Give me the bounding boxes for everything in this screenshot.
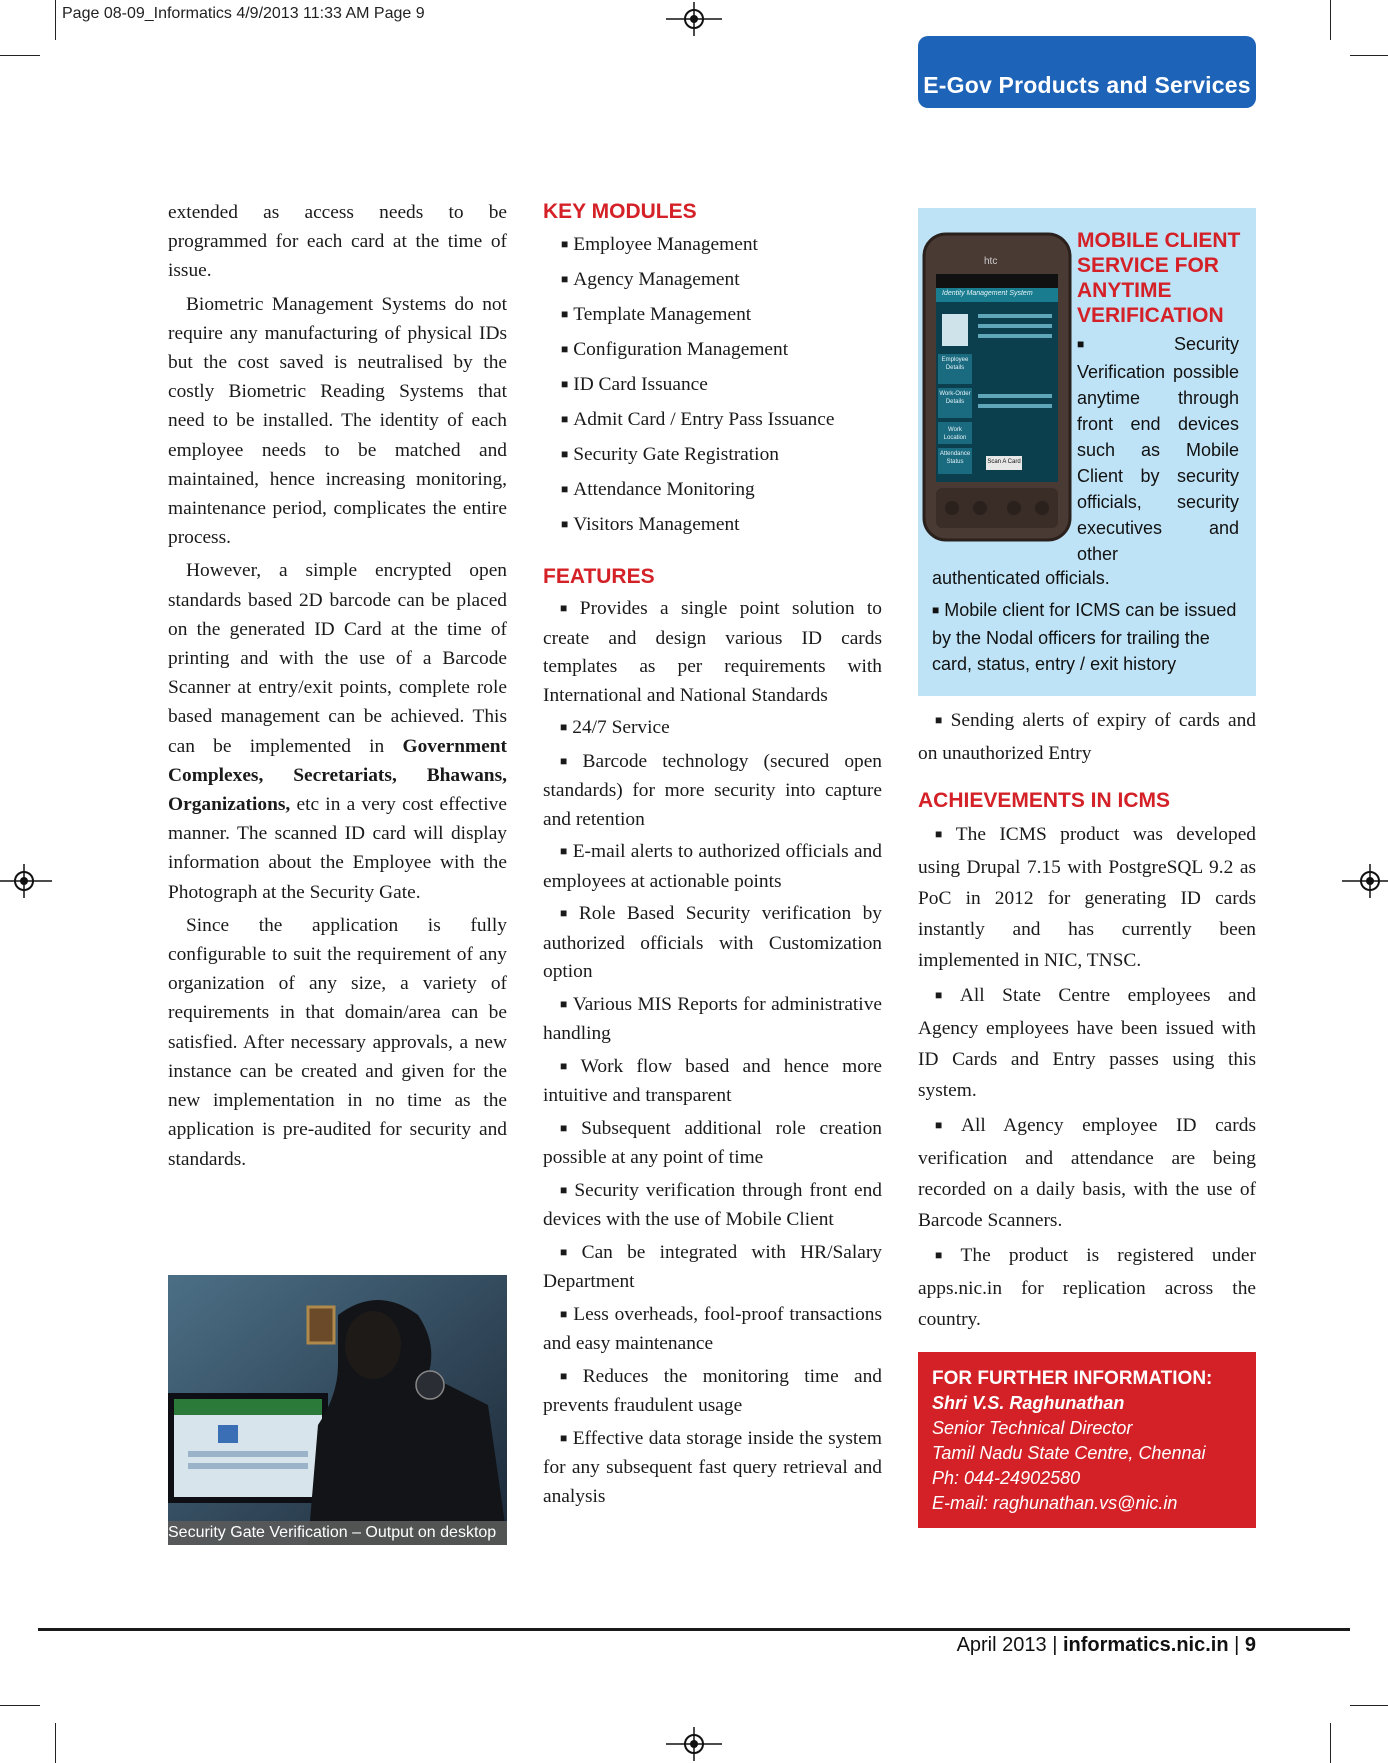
bullet-text: ■ Mobile client for ICMS can be issued by the Nodal officers for trailing the card, status, entry / exit history [932, 600, 1236, 674]
contact-designation: Senior Technical Director [932, 1418, 1133, 1438]
list-item: ■ Reduces the monitoring time and prevents fraudulent usage [543, 1363, 882, 1421]
phone-scan-button: Scan A Card [987, 459, 1021, 465]
section-tab [918, 36, 1256, 108]
list-item: ■ Security verification through front end devices with the use of Mobile Client [543, 1177, 882, 1235]
phone-illustration [922, 232, 1072, 544]
paragraph [168, 556, 507, 906]
list-item: ■ Less overheads, fool-proof transactions and easy maintenance [543, 1301, 882, 1359]
achievements-heading: ACHIEVEMENTS IN ICMS [918, 789, 1171, 812]
mobile-client-item [1077, 331, 1239, 567]
list-item: ■ Visitors Management [543, 508, 882, 543]
list-item: ■ Employee Management [543, 228, 882, 263]
crop-mark [0, 55, 40, 56]
list-item: ■ Agency Management [543, 263, 882, 298]
mobile-client-heading: MOBILE CLIENT SERVICE FOR ANYTIME VERIFICATION [1077, 229, 1241, 327]
list-item: ■ 24/7 Service [543, 714, 882, 744]
phone-menu-item: Work Location [943, 427, 967, 441]
footer-rule [38, 1628, 1350, 1631]
photo-illustration [168, 1275, 507, 1545]
contact-organization: Tamil Nadu State Centre, Chennai [932, 1443, 1206, 1463]
list-item: ■ Configuration Management [543, 333, 882, 368]
features-list [543, 595, 882, 1511]
crop-mark [55, 1723, 56, 1763]
list-item: ■ Attendance Monitoring [543, 473, 882, 508]
phone-app-title: Identity Management System [942, 290, 1033, 297]
key-modules-list [543, 228, 882, 543]
mobile-client-item-continued: authenticated officials. [932, 568, 1110, 588]
list-item: ■ All Agency employee ID cards verification and attendance are being recorded on a daily basis, with the use of Barcode Scanners. [918, 1110, 1256, 1236]
phone-menu-item: Attendance Status [939, 451, 971, 465]
article-column-1 [168, 198, 507, 1174]
contact-email: E-mail: raghunathan.vs@nic.in [932, 1493, 1178, 1513]
paragraph-text: etc in a very cost effective manner. The scanned ID card will display information about the Employee with the Photograph at the Security Gate. [168, 794, 507, 903]
section-tab-label: E-Gov Products and Services [923, 72, 1251, 98]
footer-separator: | [1052, 1634, 1058, 1656]
list-item: ■ All State Centre employees and Agency employees have been issued with ID Cards and Entry passes using this system. [918, 980, 1256, 1106]
footer-site: informatics.nic.in [1062, 1634, 1229, 1656]
article-column-2 [543, 198, 882, 1511]
paragraph-bold-text: Government Complexes, Secretariats, Bhawans, Organizations, [168, 735, 507, 816]
crop-mark [1350, 1705, 1388, 1706]
list-item: ■ Work flow based and hence more intuitive and transparent [543, 1053, 882, 1111]
crop-mark [1330, 1723, 1331, 1763]
registration-mark-icon [0, 864, 52, 898]
footer-separator: | [1234, 1634, 1240, 1656]
photo-caption: Security Gate Verification – Output on desktop [168, 1521, 507, 1545]
registration-mark-icon [666, 2, 722, 36]
mobile-client-item [932, 597, 1242, 677]
list-item: ■ Sending alerts of expiry of cards and on unauthorized Entry [918, 705, 1256, 769]
contact-title: FOR FURTHER INFORMATION: [932, 1368, 1213, 1389]
list-item: ■ ID Card Issuance [543, 368, 882, 403]
security-gate-photo [168, 1275, 507, 1545]
list-item: ■ Template Management [543, 298, 882, 333]
registration-mark-icon [666, 1727, 722, 1761]
phone-menu-item: Work-Order Details [939, 391, 971, 405]
registration-mark-icon [1342, 864, 1388, 898]
crop-mark [1350, 55, 1388, 56]
features-heading: FEATURES [543, 565, 655, 588]
mobile-phone-image [922, 232, 1072, 544]
paragraph: Since the application is fully configurable to suit the requirement of any organization of any size, a variety of requirements in that domain/area can be satisfied. After necessary approvals, a new instance can be created and given for the new implementation in no time as the application is pre-audited for security and standards. [168, 914, 507, 1170]
list-item: ■ Security Gate Registration [543, 438, 882, 473]
bullet-text: ■ Security Verification possible anytime through front end devices such as Mobile Client by security officials, security executives and other [1077, 334, 1239, 564]
print-slug: Page 08-09_Informatics 4/9/2013 11:33 AM Page 9 [62, 5, 425, 22]
list-item: ■ E-mail alerts to authorized officials and employees at actionable points [543, 838, 882, 896]
contact-name: Shri V.S. Raghunathan [932, 1393, 1125, 1413]
phone-brand: htc [984, 256, 998, 267]
footer-date: April 2013 [956, 1634, 1047, 1656]
list-item: ■ Barcode technology (secured open standards) for more security into capture and retention [543, 748, 882, 835]
contact-phone: Ph: 044-24902580 [932, 1468, 1081, 1488]
list-item: ■ Effective data storage inside the system for any subsequent fast query retrieval and analysis [543, 1425, 882, 1512]
list-item: ■ Role Based Security verification by authorized officials with Customization option [543, 900, 882, 987]
crop-mark [1330, 0, 1331, 40]
paragraph-text: However, a simple encrypted open standards based 2D barcode can be placed on the generated ID Card at the time of printing and with the use of a Barcode Scanner at entry/exit points, complete role based management can be achieved. This can be implemented in [168, 560, 507, 757]
key-modules-heading: KEY MODULES [543, 200, 697, 223]
list-item: ■ Subsequent additional role creation possible at any point of time [543, 1115, 882, 1173]
paragraph: Biometric Management Systems do not require any manufacturing of physical IDs but the cost saved is neutralised by the costly Biometric Reading Systems that need to be installed. The identity of each employee needs to be matched and maintained, hence increasing monitoring, maintenance period, complicates the entire process. [168, 293, 507, 549]
list-item: ■ Can be integrated with HR/Salary Department [543, 1239, 882, 1297]
list-item: ■ The product is registered under apps.nic.in for replication across the country. [918, 1240, 1256, 1335]
list-item: ■ The ICMS product was developed using Drupal 7.15 with PostgreSQL 9.2 as PoC in 2012 for generating ID cards instantly and has currently been implemented in NIC, TNSC. [918, 819, 1256, 976]
article-column-3 [918, 705, 1256, 1335]
list-item: ■ Provides a single point solution to create and design various ID cards templates as per requirements with International and National Standards [543, 595, 882, 710]
list-item: ■ Various MIS Reports for administrative handling [543, 991, 882, 1049]
contact-box [918, 1352, 1256, 1528]
page-number: 9 [1244, 1634, 1256, 1656]
list-item: ■ Admit Card / Entry Pass Issuance [543, 403, 882, 438]
crop-mark [0, 1705, 40, 1706]
page-footer [957, 1634, 1256, 1657]
paragraph: extended as access needs to be programmed for each card at the time of issue. [168, 202, 507, 282]
crop-mark [55, 0, 56, 40]
phone-menu-item: Employee Details [941, 357, 969, 371]
